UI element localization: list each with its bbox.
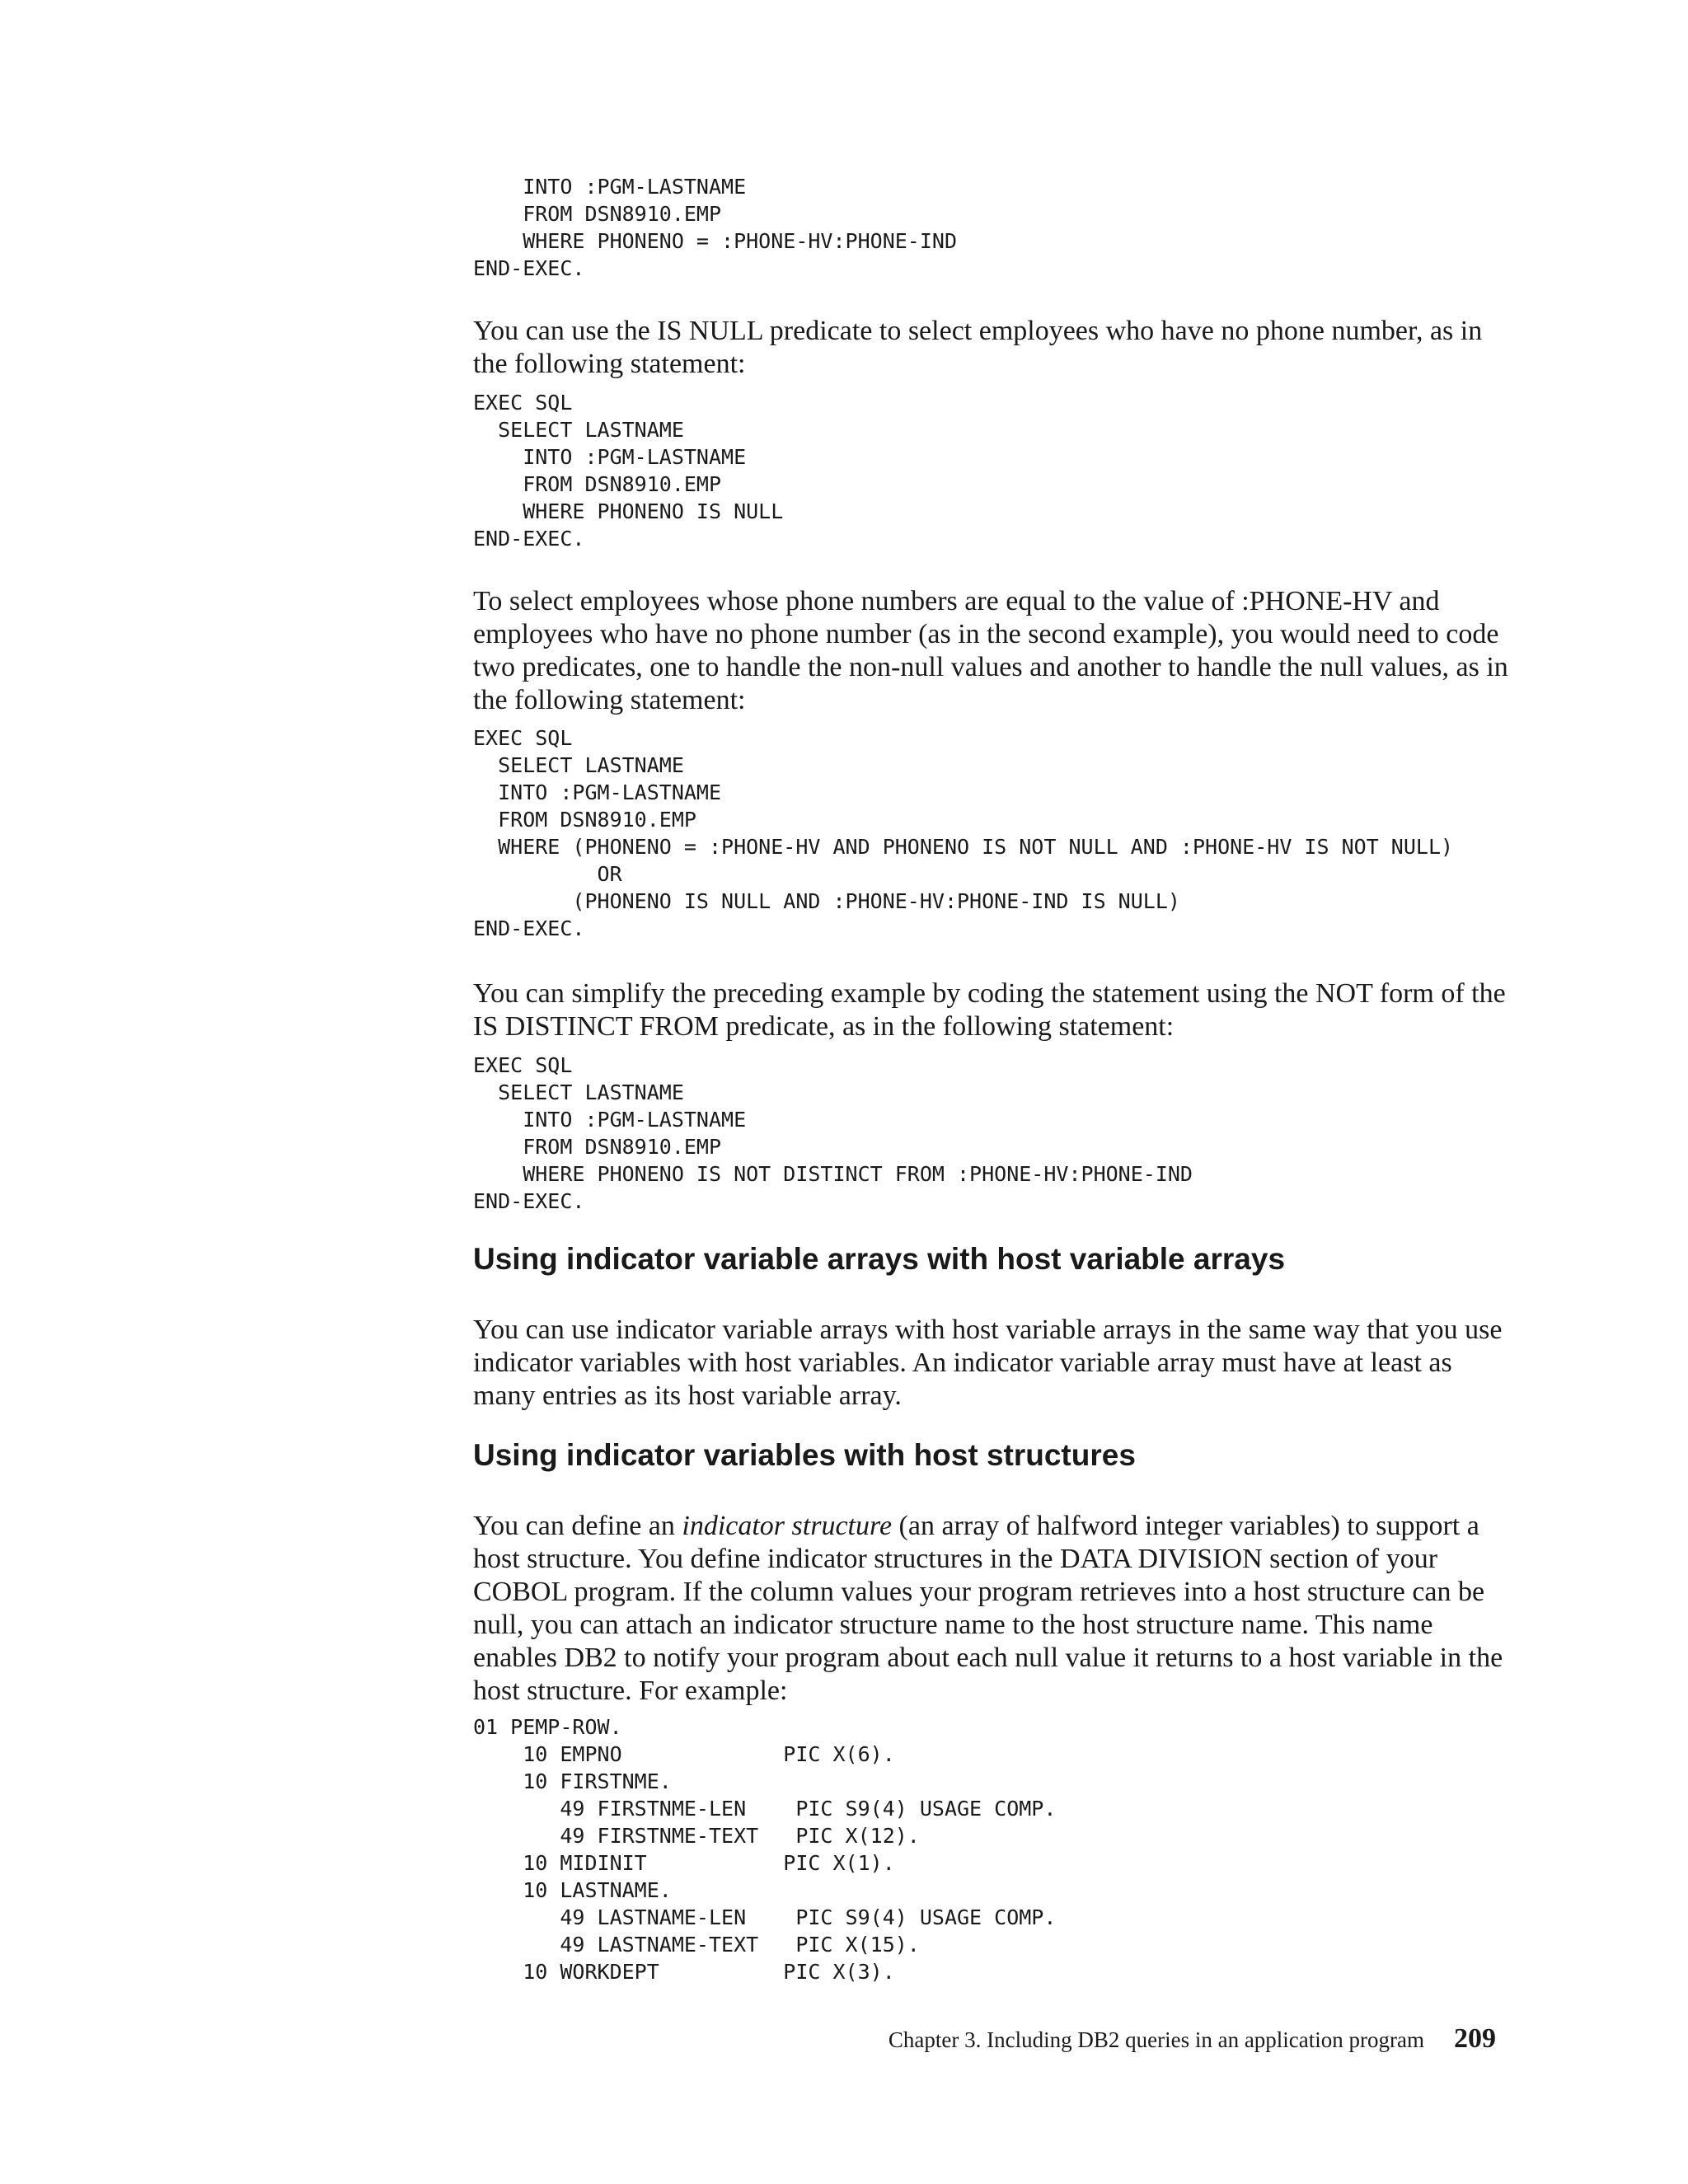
code-block: EXEC SQL SELECT LASTNAME INTO :PGM-LASTNAME FROM DSN8910.EMP WHERE PHONENO IS NOT DISTINCT FROM :PHONE-HV:PHONE-IND END-EXEC. (473, 1053, 1193, 1213)
text: (an array of halfword integer variables) to support a host structure. You define indicator structures in the DATA DIVISION section of your COBOL program. If the column values your program retrieves into a host structure can be null, you can attach an indicator structure name to the host structure name. This name enables DB2 to notify your program about each null value it returns to a host variable in the host structure. For example: (473, 1511, 1503, 1706)
code-block: INTO :PGM-LASTNAME FROM DSN8910.EMP WHERE PHONENO = :PHONE-HV:PHONE-IND END-EXEC. (473, 175, 957, 280)
emphasis-term: indicator structure (682, 1511, 893, 1541)
paragraph: You can use indicator variable arrays with host variable arrays in the same way that you use indicator variables with host variables. An indicator variable array must have at least as many entries as its host variable array. (473, 1315, 1503, 1411)
code-block: 01 PEMP-ROW. 10 EMPNO PIC X(6). 10 FIRSTNME. 49 FIRSTNME-LEN PIC S9(4) USAGE COMP. 49 FIRSTNME-TEXT PIC X(12). 10 MIDINIT PIC X(1). 10 LASTNAME. 49 LASTNAME-LEN PIC S9(4) USAGE COMP. 49 LASTNAME-TEXT PIC X(15). 10 WORKDEPT PIC X(3). (473, 1715, 1057, 1984)
section-heading: Using indicator variables with host structures (473, 1438, 1136, 1472)
page-number: 209 (1454, 2023, 1496, 2054)
code-block: EXEC SQL SELECT LASTNAME INTO :PGM-LASTNAME FROM DSN8910.EMP WHERE PHONENO IS NULL END-EXEC. (473, 391, 784, 551)
chapter-title: Chapter 3. Including DB2 queries in an application program (888, 2027, 1424, 2052)
text: You can define an (473, 1511, 682, 1541)
page-footer (889, 2023, 1496, 2055)
paragraph: You can use the IS NULL predicate to select employees who have no phone number, as in the following statement: (473, 316, 1483, 379)
paragraph: To select employees whose phone numbers are equal to the value of :PHONE-HV and employees who have no phone number (as in the second example), you would need to code two predicates, one to handle the non-null values and another to handle the null values, as in the following statement: (473, 586, 1508, 715)
code-block: EXEC SQL SELECT LASTNAME INTO :PGM-LASTNAME FROM DSN8910.EMP WHERE (PHONENO = :PHONE-HV AND PHONENO IS NOT NULL AND :PHONE-HV IS NOT NULL) OR (PHONENO IS NULL AND :PHONE-HV:PHONE-IND IS NULL) END-EXEC. (473, 726, 1454, 940)
paragraph (473, 1510, 1508, 1708)
paragraph: You can simplify the preceding example by coding the statement using the NOT form of the IS DISTINCT FROM predicate, as in the following statement: (473, 978, 1506, 1042)
section-heading: Using indicator variable arrays with host variable arrays (473, 1242, 1286, 1276)
